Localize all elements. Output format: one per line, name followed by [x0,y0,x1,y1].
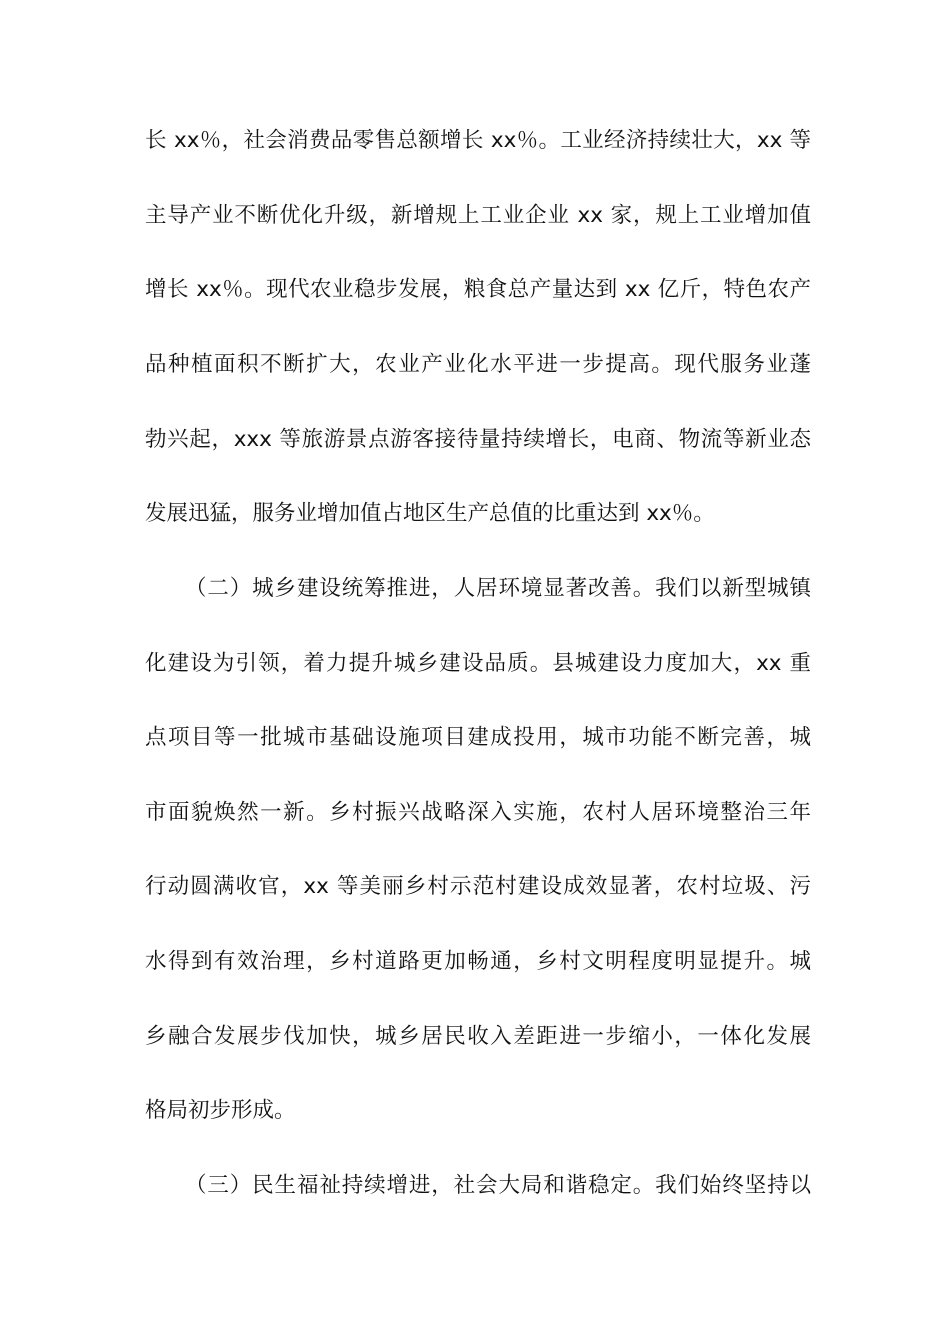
text-line: 品种植面积不断扩大，农业产业化水平进一步提高。现代服务业蓬 [145,352,811,377]
text-line: 增长 xx％。现代农业稳步发展，粮食总产量达到 xx 亿斤，特色农产 [145,277,811,302]
text-line: 主导产业不断优化升级，新增规上工业企业 xx 家，规上工业增加值 [145,203,811,228]
text-line: 格局初步形成。 [145,1098,296,1123]
text-line: 勃兴起，xxx 等旅游景点游客接待量持续增长，电商、物流等新业态 [145,427,811,452]
text-line: 点项目等一批城市基础设施项目建成投用，城市功能不断完善，城 [145,725,811,750]
section-heading-line: （二）城乡建设统筹推进，人居环境显著改善。我们以新型城镇 [185,576,811,601]
text-line: 水得到有效治理，乡村道路更加畅通，乡村文明程度明显提升。城 [145,949,811,974]
text-line: 乡融合发展步伐加快，城乡居民收入差距进一步缩小，一体化发展 [145,1024,811,1049]
text-line: 市面貌焕然一新。乡村振兴战略深入实施，农村人居环境整治三年 [145,800,811,825]
text-line: 行动圆满收官，xx 等美丽乡村示范村建设成效显著，农村垃圾、污 [145,874,811,899]
text-line: 长 xx％，社会消费品零售总额增长 xx％。工业经济持续壮大，xx 等 [145,128,811,153]
text-line: 发展迅猛，服务业增加值占地区生产总值的比重达到 xx％。 [145,501,715,526]
text-line: 化建设为引领，着力提升城乡建设品质。县城建设力度加大，xx 重 [145,651,811,676]
section-heading-line: （三）民生福祉持续增进，社会大局和谐稳定。我们始终坚持以 [185,1173,811,1198]
